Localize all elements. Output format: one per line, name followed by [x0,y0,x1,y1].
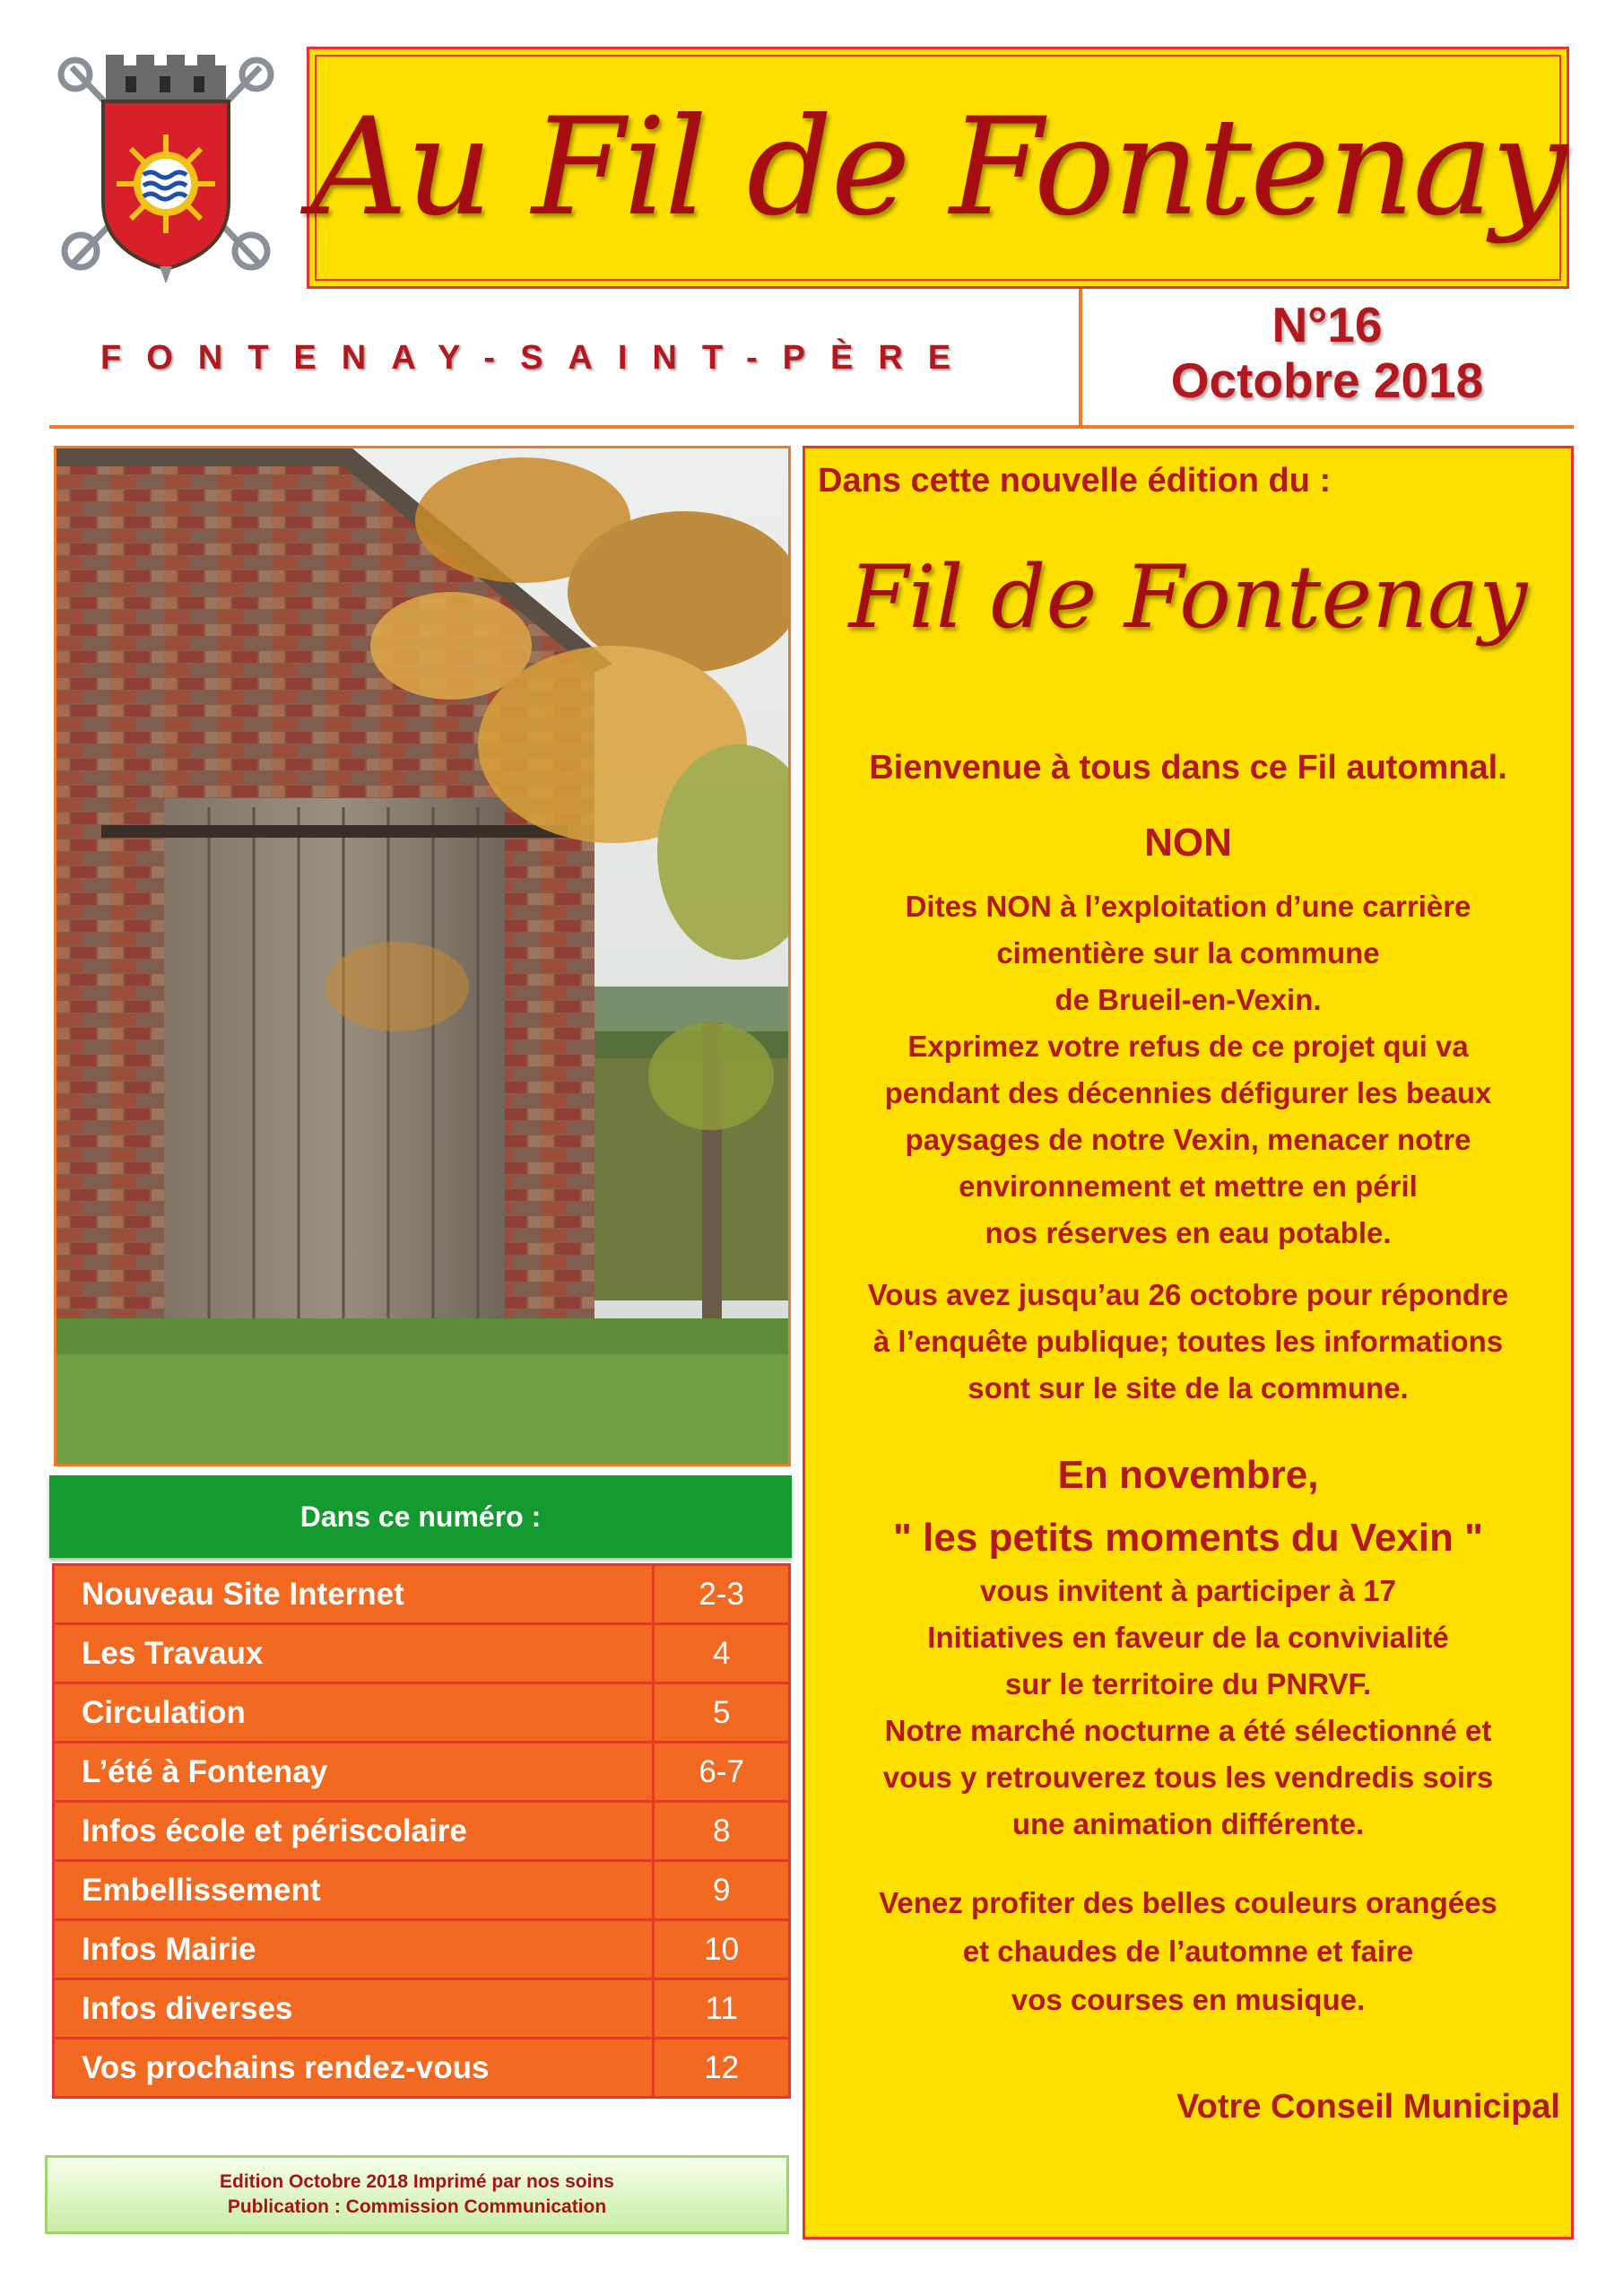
contents-item-page: 11 [654,1979,790,2039]
contents-row [54,1565,790,1624]
contents-item-page: 10 [654,1920,790,1979]
contents-item-page: 6-7 [654,1743,790,1802]
contents-table [52,1563,791,2099]
town-name: FONTENAY-SAINT-PÈRE [100,339,976,377]
contents-item-label: Infos école et périscolaire [54,1802,654,1861]
welcome-text: Bienvenue à tous dans ce Fil automnal. [869,749,1507,787]
header-divider-vertical [1079,289,1082,429]
contents-item-label: Infos diverses [54,1979,654,2039]
publication-edition-line: Edition Octobre 2018 Imprimé par nos soins [220,2171,614,2192]
contents-item-page: 2-3 [654,1565,790,1624]
contents-row [54,1683,790,1743]
editorial-title: Fil de Fontenay [848,547,1528,648]
issue-date: Octobre 2018 [1170,352,1484,408]
contents-item-label: L’été à Fontenay [54,1743,654,1802]
contents-heading: Dans ce numéro : [49,1475,792,1558]
header-divider-horizontal [49,425,1574,429]
contents-item-page: 5 [654,1683,790,1743]
closing-text: Venez profiter des belles couleurs orangées et chaudes de l’automne et faire vos courses en musique. [879,1886,1497,2016]
publication-credit-line: Publication : Commission Communication [227,2196,607,2217]
contents-item-label: Nouveau Site Internet [54,1565,654,1624]
contents-item-page: 4 [654,1624,790,1683]
contents-item-page: 9 [654,1861,790,1920]
contents-row [54,1920,790,1979]
november-heading: En novembre, " les petits moments du Vexin " [893,1453,1483,1560]
non-heading: NON [1144,821,1232,865]
contents-row [54,2039,790,2098]
contents-row [54,1979,790,2039]
editorial-intro: Dans cette nouvelle édition du : [818,462,1332,500]
contents-item-label: Embellissement [54,1861,654,1920]
contents-row [54,1624,790,1683]
contents-row [54,1802,790,1861]
contents-item-label: Circulation [54,1683,654,1743]
contents-item-page: 12 [654,2039,790,2098]
contents-item-label: Les Travaux [54,1624,654,1683]
contents-item-label: Vos prochains rendez-vous [54,2039,654,2098]
inquiry-deadline-text: Vous avez jusqu’au 26 octobre pour répondre à l’enquête publique; toutes les informations sont sur le site de la commune. [867,1278,1509,1405]
contents-row [54,1861,790,1920]
signature: Votre Conseil Municipal [1176,2088,1560,2126]
coat-of-arms-icon [54,49,278,283]
contents-item-page: 8 [654,1802,790,1861]
issue-number: N°16 [1271,297,1383,352]
newsletter-title: Au Fil de Fontenay [310,90,1566,246]
contents-item-label: Infos Mairie [54,1920,654,1979]
contents-row [54,1743,790,1802]
publication-note [45,2155,789,2234]
cover-photo [54,446,791,1466]
november-text: vous invitent à participer à 17 Initiatives en faveur de la convivialité sur le territoire du PNRVF. Notre marché nocturne a été sélectionné et vous y retrouverez tous les vendredis soirs une animation différente. [882,1574,1494,1840]
quarry-protest-text: Dites NON à l’exploitation d’une carrière cimentière sur la commune de Brueil-en-Vexin. Exprimez votre refus de ce projet qui va pendant des décennies défigurer les beaux paysages de notre Vexin, menacer notre environnement et mettre en péril nos réserves en eau potable. [884,890,1492,1249]
